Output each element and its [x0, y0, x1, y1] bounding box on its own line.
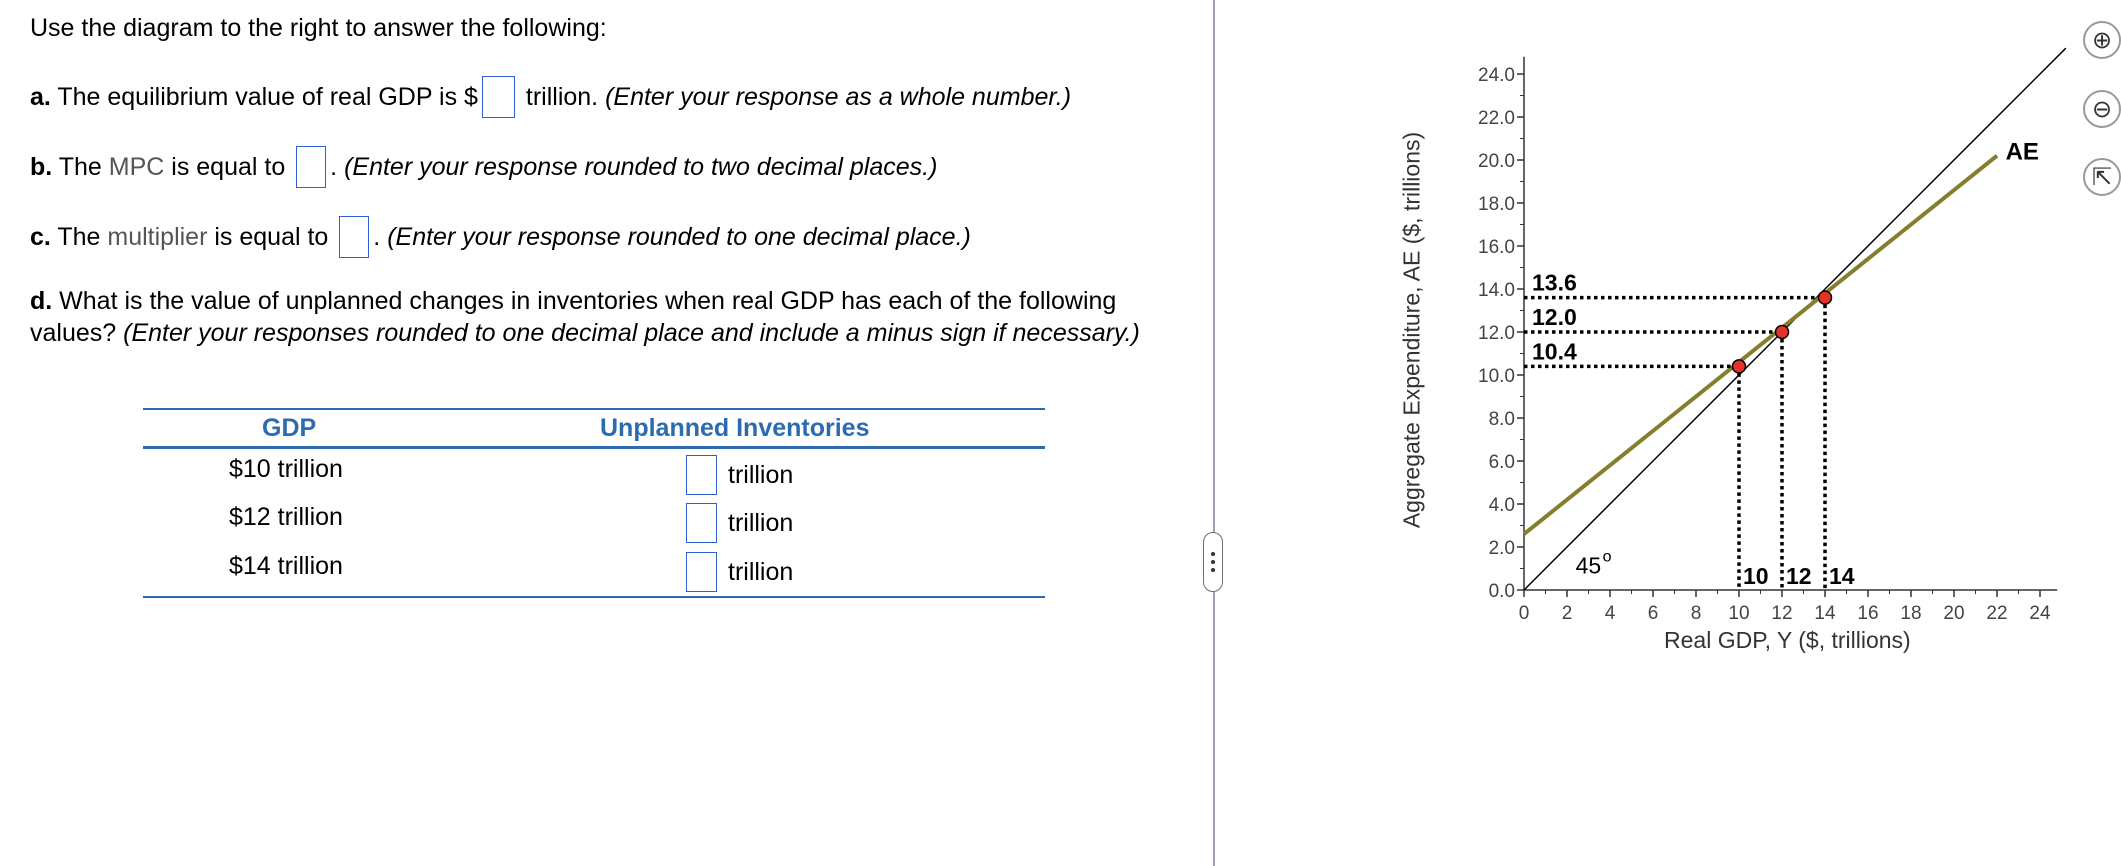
answer-a-input[interactable] [482, 76, 515, 118]
question-c-text: The [50, 222, 108, 251]
x-tick-label: 4 [1604, 603, 1616, 624]
question-d-hint: (Enter your responses rounded to one decimal place and include a minus sign if necessary.) [123, 319, 1140, 347]
intro-text: Use the diagram to the right to answer the following: [30, 14, 607, 42]
inventory-input-12[interactable] [686, 503, 717, 543]
x-tick-label: 24 [2029, 603, 2051, 624]
ae-series-label: AE [2005, 138, 2039, 166]
x-tick-label: 12 [1771, 603, 1793, 624]
y-value-label: 10.4 [1532, 338, 1577, 365]
table-header-rule [143, 446, 1045, 449]
export-icon[interactable]: ⇱ [2083, 158, 2121, 196]
table-header-gdp: GDP [262, 414, 317, 442]
question-b [30, 146, 937, 188]
question-c-text-2: is equal to [207, 222, 336, 251]
multiplier-term-link[interactable]: multiplier [107, 222, 208, 251]
handle-dot [1211, 560, 1215, 564]
y-value-label: 12.0 [1532, 304, 1577, 330]
table-cell-unit: trillion [728, 558, 794, 586]
x-tick-label: 10 [1728, 603, 1750, 624]
y-tick-label: 12.0 [1478, 323, 1515, 344]
question-a-hint: (Enter your response as a whole number.) [605, 82, 1072, 111]
zoom-out-icon[interactable]: ⊖ [2083, 90, 2121, 128]
y-axis-title: Aggregate Expenditure, AE ($, trillions) [1398, 131, 1425, 529]
x-tick-label: 6 [1647, 603, 1659, 624]
equilibrium-point-12 [1776, 326, 1789, 339]
x-axis-title: Real GDP, Y ($, trillions) [1664, 627, 1911, 653]
table-header-inventories: Unplanned Inventories [600, 414, 870, 442]
x-value-label: 10 [1743, 563, 1769, 589]
question-b-text-2: is equal to [164, 152, 293, 181]
y-tick-label: 0.0 [1488, 581, 1515, 602]
question-a [30, 76, 1071, 118]
x-tick-label: 8 [1690, 603, 1702, 624]
x-value-label: 12 [1786, 563, 1812, 589]
table-cell-gdp: $12 trillion [229, 503, 343, 531]
mpc-term-link[interactable]: MPC [108, 152, 165, 181]
question-b-hint: (Enter your response rounded to two decimal places.) [344, 152, 938, 181]
panel-divider [1213, 0, 1215, 866]
y-tick-label: 4.0 [1488, 495, 1515, 516]
x-tick-label: 2 [1561, 603, 1573, 624]
x-tick-label: 14 [1814, 603, 1836, 624]
answer-b-input[interactable] [296, 146, 326, 188]
y-value-label: 13.6 [1532, 269, 1577, 296]
x-value-label: 14 [1829, 563, 1855, 589]
inventory-input-14[interactable] [686, 552, 717, 592]
x-tick-label: 20 [1943, 603, 1965, 624]
question-c-text-3: . [373, 222, 388, 251]
ae-line [1524, 156, 1997, 534]
question-c-hint: (Enter your response rounded to one decimal place.) [387, 222, 971, 251]
y-tick-label: 24.0 [1478, 65, 1515, 86]
question-c [30, 216, 971, 258]
zoom-in-icon[interactable]: ⊕ [2083, 21, 2121, 59]
question-a-text-2: trillion. [518, 82, 606, 111]
y-tick-label: 6.0 [1488, 452, 1515, 473]
y-tick-label: 20.0 [1478, 151, 1515, 172]
question-b-text: The [52, 152, 109, 181]
y-tick-label: 2.0 [1488, 538, 1515, 559]
question-b-text-3: . [330, 152, 345, 181]
question-c-letter: c. [30, 222, 51, 251]
table-cell-unit: trillion [728, 509, 794, 537]
ae-chart [1420, 40, 2080, 640]
question-d [30, 285, 1180, 349]
handle-dot [1211, 552, 1215, 556]
y-tick-label: 16.0 [1478, 237, 1515, 258]
table-cell-gdp: $10 trillion [229, 455, 343, 483]
x-tick-label: 22 [1986, 603, 2008, 624]
table-cell-unit: trillion [728, 461, 794, 489]
table-bottom-rule [143, 596, 1045, 598]
x-tick-label: 18 [1900, 603, 1922, 624]
y-tick-label: 22.0 [1478, 108, 1515, 129]
angle-label: 45 [1575, 552, 1602, 579]
inventory-input-10[interactable] [686, 455, 717, 495]
x-tick-label: 0 [1518, 603, 1530, 624]
answer-c-input[interactable] [339, 216, 369, 258]
question-a-text: The equilibrium value of real GDP is $ [50, 82, 478, 111]
x-tick-label: 16 [1857, 603, 1879, 624]
question-d-letter: d. [30, 287, 53, 315]
angle-degree-symbol: o [1602, 548, 1612, 566]
question-d-text: What is the value of unplanned changes in inventories when real GDP has each of the following values? [30, 287, 1117, 347]
y-tick-label: 14.0 [1478, 280, 1515, 301]
y-tick-label: 10.0 [1478, 366, 1515, 387]
table-top-rule [143, 408, 1045, 410]
equilibrium-point-14 [1819, 291, 1832, 304]
y-tick-label: 8.0 [1488, 409, 1515, 430]
question-a-letter: a. [30, 82, 51, 111]
y-tick-label: 18.0 [1478, 194, 1515, 215]
equilibrium-point-10 [1733, 360, 1746, 373]
question-b-letter: b. [30, 152, 53, 181]
handle-dot [1211, 568, 1215, 572]
table-cell-gdp: $14 trillion [229, 552, 343, 580]
panel-resize-handle[interactable] [1203, 532, 1223, 592]
